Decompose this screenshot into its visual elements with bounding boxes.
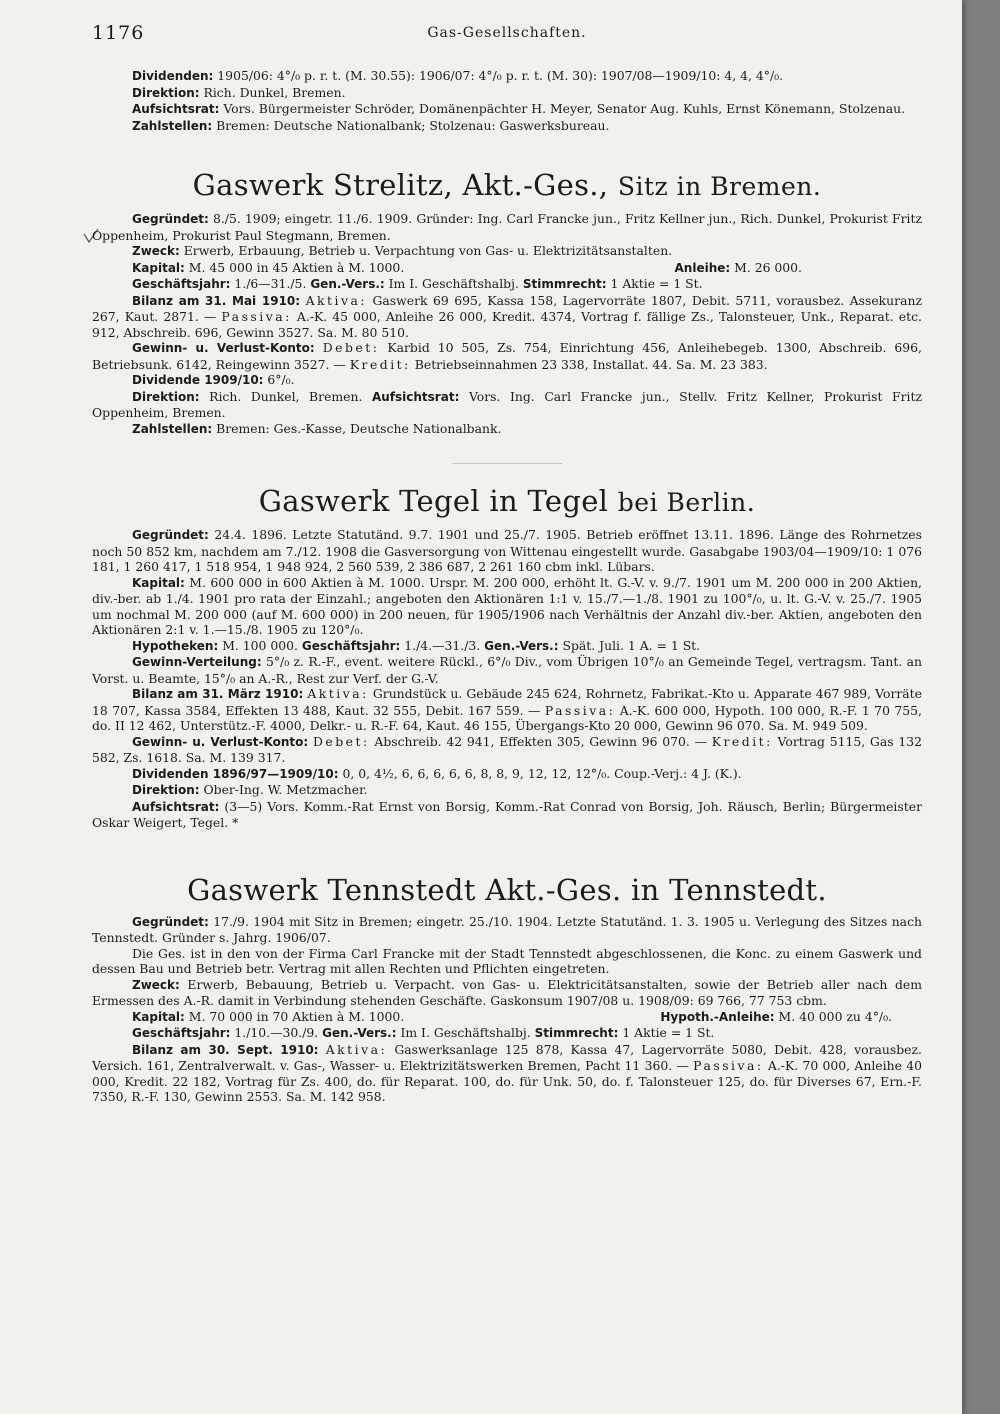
passiva-label: Passiva: — [693, 1058, 764, 1073]
title-main: Gaswerk Tegel in Tegel — [258, 484, 609, 518]
passiva-label: Passiva: — [544, 702, 616, 718]
field-text: Erwerb, Erbauung, Betrieb u. Verpachtung von Gas- u. Elektrizitätsanstalten. — [179, 243, 673, 258]
field-text: Erwerb, Bebauung, Betrieb u. Verpacht. von Gas- u. Elektricitätsanstalten, sowie der Betrieb aller nach dem Ermessen des A.-R. damit in Verbindung stehenden Geschäfte. Gaskonsum 1907/08 u. 1908/09: 69 766, 77 753 cbm. — [92, 976, 922, 1008]
title-suffix: bei Berlin. — [617, 488, 756, 517]
field-text: 1./6—31./5. — [230, 276, 311, 291]
purpose-paragraph — [92, 977, 922, 1009]
field-label: Direktion: — [132, 783, 200, 797]
field-label: Gen.-Vers.: — [322, 1026, 397, 1040]
section-title — [92, 168, 922, 204]
field-label: Zweck: — [132, 244, 180, 258]
direction-paragraph — [92, 782, 922, 799]
debet-label: Debet: — [312, 733, 370, 749]
loan-field — [675, 260, 802, 277]
founded-paragraph — [92, 527, 922, 575]
capital-field — [132, 1009, 404, 1026]
field-text: 1 Aktie = 1 St. — [606, 276, 703, 291]
field-label: Gegründet: — [132, 212, 209, 226]
field-label: Dividenden: — [132, 69, 214, 83]
field-text: M. 100 000. — [218, 637, 302, 653]
field-label: Hypoth.-Anleihe: — [660, 1009, 775, 1024]
field-text: Vors. Ing. Carl Francke jun., Stellv. Fritz Kellner, Prokurist Fritz Oppenheim, Bremen. — [92, 388, 922, 420]
dividends-paragraph — [92, 766, 922, 783]
direction-paragraph — [92, 85, 922, 102]
debet-label: Debet: — [322, 340, 380, 355]
field-text: A.-K. 600 000, Hypoth. 100 000, R.-F. 1 70 755, do. II 12 462, Unterstütz.-F. 4000, Delkr.- u. R.-F. 64, Kaut. 46 155, Übergangs-Kto 20 000, Gewinn 96 070. Sa. M. 949 509. — [92, 702, 922, 733]
field-label: Geschäftsjahr: — [301, 638, 401, 653]
field-text: M. 45 000 in 45 Aktien à M. 1000. — [184, 259, 405, 275]
aktiva-label: Aktiva: — [307, 686, 369, 701]
balance-paragraph — [92, 1042, 922, 1105]
field-text: Karbid 10 505, Zs. 754, Einrichtung 456, Anleihebegeb. 1300, Abschreib. 696, Betriebsunk. 6142, Reingewinn 3527. — — [92, 340, 922, 372]
field-label: Gewinn- u. Verlust-Konto: — [132, 341, 315, 355]
field-label: Aufsichtsrat: — [132, 102, 220, 116]
section-divider — [452, 463, 562, 464]
field-text: Im I. Geschäftshalbj. — [384, 276, 523, 291]
direction-paragraph — [92, 389, 922, 421]
founded-paragraph — [92, 914, 922, 946]
title-main: Gaswerk Strelitz, Akt.-Ges., — [192, 168, 609, 202]
field-label: Zahlstellen: — [132, 421, 213, 436]
field-label: Gegründet: — [132, 914, 209, 929]
field-text: 17./9. 1904 mit Sitz in Bremen; eingetr. 25./10. 1904. Letzte Statutänd. 1. 3. 1905 u. Verlegung des Sitzes nach Tennstedt. Gründer s. Jahrg. 1906/07. — [92, 913, 922, 945]
field-label: Aufsichtsrat: — [132, 799, 220, 814]
field-text: 5°/₀ z. R.-F., event. weitere Rückl., 6°/₀ Div., vom Übrigen 10°/₀ an Gemeinde Tegel, vertragsm. Tant. an Vorst. u. Beamte, 15°/₀ an A.-R., Rest zur Verf. der G.-V. — [92, 654, 922, 686]
field-label: Dividenden 1896/97—1909/10: — [132, 766, 339, 781]
founded-paragraph — [92, 211, 922, 243]
dividend-paragraph — [92, 372, 922, 389]
field-text: Betriebseinnahmen 23 338, Installat. 44. Sa. M. 23 383. — [410, 356, 768, 372]
field-text: (3—5) Vors. Komm.-Rat Ernst von Borsig, Komm.-Rat Conrad von Borsig, Joh. Räusch, Berlin; Bürgermeister Oskar Weigert, Tegel. * — [92, 798, 922, 830]
field-text: Rich. Dunkel, Bremen. — [199, 388, 372, 404]
section-title — [92, 484, 922, 520]
field-label: Zahlstellen: — [132, 118, 213, 133]
page-content — [92, 68, 922, 1105]
tennstedt-section — [92, 873, 922, 1105]
field-label: Geschäftsjahr: — [132, 1026, 231, 1040]
field-text: Die Ges. ist in den von der Firma Carl Francke mit der Stadt Tennstedt abgeschlossenen, die Konc. zu einem Gaswerk und dessen Bau und Betrieb betr. Vertrag mit allen Rechten und Pflichten eingetreten. — [92, 945, 922, 976]
field-label: Kapital: — [132, 1009, 185, 1024]
capital-row — [92, 1009, 922, 1026]
field-text: 24.4. 1896. Letzte Statutänd. 9.7. 1901 und 25./7. 1905. Betrieb eröffnet 13.11. 1896. Länge des Rohrnetzes noch 50 852 km, nachdem am 7./12. 1908 die Gasversorgung von Wittenau eingestellt wurde. Gasabgabe 1903/04—1909/10: 1 076 181, 1 260 417, 1 518 954, 1 948 924, 2 560 539, 2 386 687, 2 261 160 cbm inkl. Lübars. — [92, 527, 922, 574]
field-label: Bilanz am 31. Mai 1910: — [132, 293, 301, 308]
field-text: A.-K. 70 000, Anleihe 40 000, Kredit. 22 182, Vortrag für Zs. 400, do. für Reparat. 100, do. für Unk. 50, do. f. Talonsteuer 125, do. für Diverses 67, Ern.-F. 7350, R.-F. 130, Gewinn 2553. Sa. M. 142 958. — [92, 1058, 922, 1104]
dividends-paragraph — [92, 68, 922, 85]
paying-agents-paragraph — [92, 118, 922, 135]
profit-loss-paragraph — [92, 734, 922, 766]
field-label: Gewinn-Verteilung: — [132, 655, 262, 669]
field-text: Grundstück u. Gebäude 245 624, Rohrnetz, Fabrikat.-Kto u. Apparate 467 989, Vorräte 18 707, Kassa 3584, Effekten 13 488, Kaut. 32 555, Debit. 167 559. — — [92, 686, 922, 718]
field-text: Vors. Bürgermeister Schröder, Domänenpächter H. Meyer, Senator Aug. Kuhls, Ernst Könemann, Stolzenau. — [219, 101, 906, 116]
mortgage-loan-field — [660, 1009, 892, 1026]
field-text: Rich. Dunkel, Bremen. — [199, 84, 346, 100]
field-text: Bremen: Ges.-Kasse, Deutsche Nationalbank. — [212, 420, 502, 436]
field-text: M. 70 000 in 70 Aktien à M. 1000. — [184, 1008, 405, 1024]
field-label: Kapital: — [132, 260, 185, 275]
running-head: Gas-Gesellschaften. — [427, 25, 587, 41]
field-text: 6°/₀. — [263, 372, 295, 387]
title-main: Gaswerk Tennstedt Akt.-Ges. in Tennstedt. — [187, 872, 827, 907]
kredit-label: Kredit: — [349, 356, 411, 372]
field-text: A.-K. 45 000, Anleihe 26 000, Kredit. 4374, Vortrag f. fällige Zs., Talonsteuer, Unk., Reparat. etc. 912, Abschreib. 696, Gewinn 3527. Sa. M. 80 510. — [92, 309, 922, 340]
supervisory-board-paragraph — [92, 101, 922, 118]
field-text: 1./4.—31./3. — [400, 637, 485, 653]
capital-paragraph — [92, 575, 922, 638]
field-label: Gen.-Vers.: — [484, 638, 559, 653]
field-label: Aufsichtsrat: — [371, 389, 460, 404]
field-label: Geschäftsjahr: — [132, 277, 231, 291]
field-text: M. 26 000. — [730, 259, 802, 275]
field-label: Bilanz am 30. Sept. 1910: — [132, 1042, 319, 1057]
field-text: Vortrag 5115, Gas 132 582, Zs. 1618. Sa. M. 139 317. — [92, 733, 922, 765]
field-text: Im I. Geschäftshalbj. — [396, 1025, 535, 1040]
page-number: 1176 — [92, 22, 145, 44]
field-label: Kapital: — [132, 575, 185, 590]
capital-row — [92, 260, 922, 277]
prev-company-section — [92, 68, 922, 134]
field-label: Hypotheken: — [132, 638, 219, 653]
field-text: 8./5. 1909; eingetr. 11./6. 1909. Gründer: Ing. Carl Francke jun., Fritz Kellner jun., Rich. Dunkel, Prokurist Fritz Oppenheim, Prokurist Paul Stegmann, Bremen. — [92, 211, 922, 243]
profit-loss-paragraph — [92, 340, 922, 372]
field-text: Bremen: Deutsche Nationalbank; Stolzenau: Gaswerksbureau. — [212, 117, 610, 133]
field-label: Direktion: — [132, 85, 200, 100]
field-text: Spät. Juli. 1 A. = 1 St. — [558, 637, 701, 653]
paying-agents-paragraph — [92, 421, 922, 438]
field-label: Bilanz am 31. März 1910: — [132, 687, 304, 701]
fiscal-year-paragraph — [92, 1025, 922, 1042]
field-label: Gegründet: — [132, 528, 209, 542]
fiscal-year-paragraph — [92, 276, 922, 293]
field-label: Direktion: — [132, 389, 200, 404]
field-label: Gen.-Vers.: — [310, 277, 385, 291]
contract-paragraph — [92, 946, 922, 977]
passiva-label: Passiva: — [221, 309, 292, 324]
field-label: Stimmrecht: — [522, 277, 607, 291]
balance-paragraph — [92, 686, 922, 734]
field-text: Abschreib. 42 941, Effekten 305, Gewinn 96 070. — — [369, 733, 712, 749]
tegel-section — [92, 484, 922, 831]
field-label: Stimmrecht: — [534, 1026, 619, 1040]
field-label: Gewinn- u. Verlust-Konto: — [132, 734, 309, 749]
field-text: 0, 0, 4½, 6, 6, 6, 6, 6, 8, 8, 9, 12, 12, 12°/₀. Coup.-Verj.: 4 J. (K.). — [338, 765, 742, 781]
field-text: Gaswerk 69 695, Kassa 158, Lagervorräte 1807, Debit. 5711, vorausbez. Assekuranz 267, Kaut. 2871. — — [92, 292, 922, 324]
title-suffix: Sitz in Bremen. — [617, 172, 822, 201]
aktiva-label: Aktiva: — [325, 1041, 388, 1057]
field-label: Dividende 1909/10: — [132, 373, 264, 387]
strelitz-section — [92, 168, 922, 464]
field-text: M. 40 000 zu 4°/₀. — [774, 1008, 892, 1024]
page-header — [92, 22, 922, 46]
field-label: Anleihe: — [674, 260, 731, 275]
capital-field — [132, 260, 404, 277]
field-text: M. 600 000 in 600 Aktien à M. 1000. Urspr. M. 200 000, erhöht lt. G.-V. v. 9./7. 1901 um M. 200 000 in 200 Aktien, div.-ber. ab 1./4. 1901 pro rata der Einzahl.; angeboten den Aktionären 1:1 v. 15./7.—1./8. 1901 zu 100°/₀, u. lt. G.-V. v. 25./7. 1905 um nochmal M. 200 000 (auf M. 600 000) in 200 neuen, für 1905/1906 nach Verhältnis der Anzahl div.-ber. Aktien, angeboten den Aktionären 2:1 v. 1.—15./8. 1905 zu 120°/₀. — [92, 574, 922, 637]
field-text: Ober-Ing. W. Metzmacher. — [199, 782, 368, 797]
section-title — [92, 873, 922, 907]
field-text: 1905/06: 4°/₀ p. r. t. (M. 30.55): 1906/07: 4°/₀ p. r. t. (M. 30): 1907/08—1909/10: 4, 4, 4°/₀. — [213, 68, 784, 83]
mortgage-paragraph — [92, 638, 922, 655]
kredit-label: Kredit: — [711, 733, 773, 749]
field-text: Gaswerksanlage 125 878, Kassa 47, Lagervorräte 5080, Debit. 428, vorausbez. Versich. 161, Zentralverwalt. v. Gas-, Wasser- u. Elektrizitätswerken Bremen, Pacht 11 360. — — [92, 1041, 922, 1073]
balance-paragraph — [92, 293, 922, 341]
profit-distribution-paragraph — [92, 654, 922, 686]
supervisory-board-paragraph — [92, 799, 922, 831]
field-text: 1 Aktie = 1 St. — [618, 1025, 715, 1040]
field-text: 1./10.—30./9. — [230, 1025, 323, 1040]
field-label: Zweck: — [132, 977, 180, 992]
purpose-paragraph — [92, 243, 922, 260]
aktiva-label: Aktiva: — [305, 292, 368, 308]
